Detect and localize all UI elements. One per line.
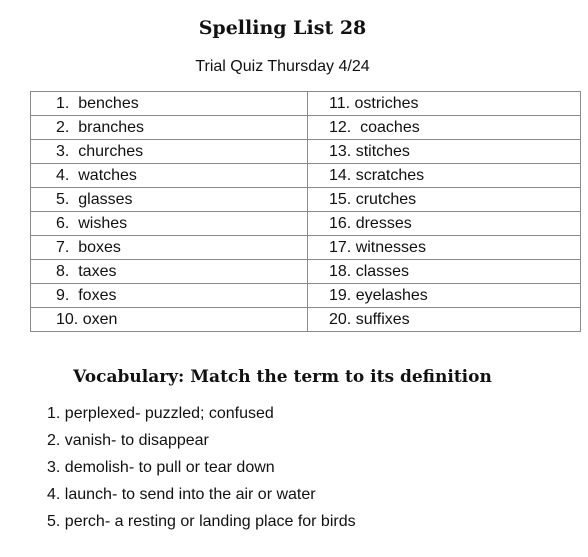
table-row — [31, 308, 581, 332]
table-row — [31, 284, 581, 308]
spelling-word: 18. classes — [308, 260, 581, 284]
spelling-word: 5. glasses — [31, 188, 308, 212]
spelling-word: 16. dresses — [308, 212, 581, 236]
vocabulary-item: 2. vanish- to disappear — [47, 432, 209, 449]
spelling-word: 4. watches — [31, 164, 308, 188]
vocabulary-item: 5. perch- a resting or landing place for birds — [47, 513, 356, 530]
spelling-word: 15. crutches — [308, 188, 581, 212]
spelling-word: 1. benches — [31, 92, 308, 116]
spelling-word: 9. foxes — [31, 284, 308, 308]
spelling-word: 20. suffixes — [308, 308, 581, 332]
spelling-word: 10. oxen — [31, 308, 308, 332]
spelling-word: 7. boxes — [31, 236, 308, 260]
table-row — [31, 236, 581, 260]
spelling-word: 6. wishes — [31, 212, 308, 236]
vocabulary-heading: Vocabulary: Match the term to its definition — [73, 367, 492, 387]
spelling-word: 19. eyelashes — [308, 284, 581, 308]
spelling-word: 11. ostriches — [308, 92, 581, 116]
table-row — [31, 164, 581, 188]
spelling-word: 3. churches — [31, 140, 308, 164]
spelling-words-table — [30, 91, 581, 332]
table-row — [31, 140, 581, 164]
table-row — [31, 188, 581, 212]
spelling-word: 12. coaches — [308, 116, 581, 140]
spelling-word: 13. stitches — [308, 140, 581, 164]
vocabulary-item: 3. demolish- to pull or tear down — [47, 459, 275, 476]
vocabulary-item: 1. perplexed- puzzled; confused — [47, 405, 274, 422]
table-row — [31, 212, 581, 236]
page-title: Spelling List 28 — [198, 17, 367, 39]
spelling-word: 17. witnesses — [308, 236, 581, 260]
table-row — [31, 116, 581, 140]
spelling-word: 2. branches — [31, 116, 308, 140]
table-row — [31, 92, 581, 116]
table-row — [31, 260, 581, 284]
quiz-date-subtitle: Trial Quiz Thursday 4/24 — [195, 58, 370, 75]
vocabulary-item: 4. launch- to send into the air or water — [47, 486, 316, 503]
vocabulary-list — [47, 400, 356, 535]
spelling-word: 8. taxes — [31, 260, 308, 284]
spelling-word: 14. scratches — [308, 164, 581, 188]
